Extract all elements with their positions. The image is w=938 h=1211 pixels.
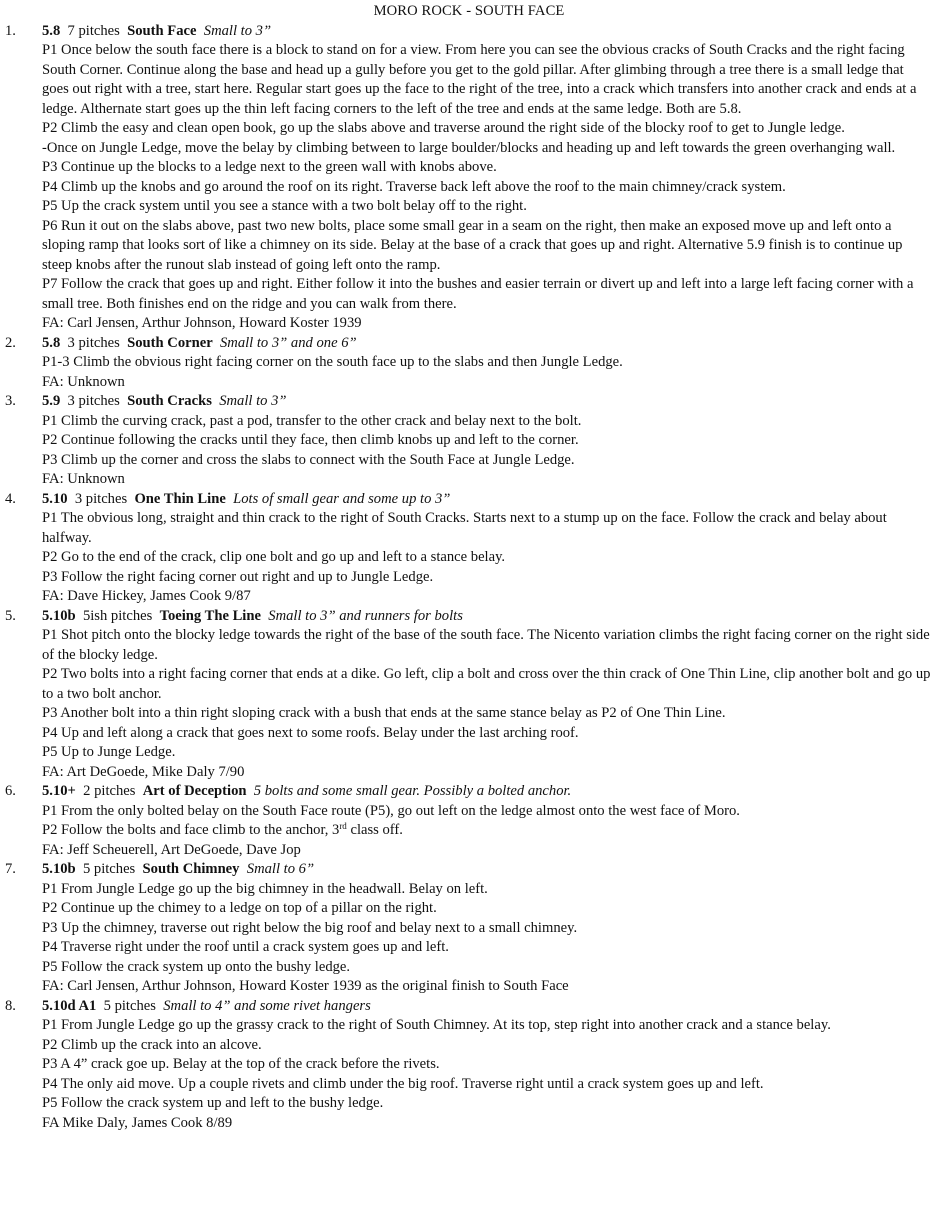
pitch-description: P3 A 4” crack goe up. Belay at the top of the crack before the rivets. [42,1056,440,1072]
ordinal-suffix: rd [339,821,347,831]
pitch-description: P3 Continue up the blocks to a ledge next to the green wall with knobs above. [42,159,497,175]
route-header [42,392,934,412]
route-header [42,607,934,627]
route-grade: 5.10b [42,607,76,624]
route-grade: 5.10b [42,861,76,877]
route-pitches: 2 pitches [83,783,136,799]
route-name: South Face [127,22,197,39]
pitch-description: P5 Up to Junge Ledge. [42,744,176,760]
route-gear: Small to 4” and some rivet hangers [163,997,371,1014]
pitch-description [42,821,934,841]
pitch-description: P2 Continue up the chimey to a ledge on top of a pillar on the right. [42,900,437,916]
route-gear: Lots of small gear and some up to 3” [233,490,451,507]
first-ascent: FA: Carl Jensen, Arthur Johnson, Howard Koster 1939 as the original finish to South Face [42,978,569,994]
route-grade: 5.10d A1 [42,997,97,1014]
pitch-description: P2 Go to the end of the crack, clip one bolt and go up and left to a stance belay. [42,549,506,565]
pitch-description: P5 Follow the crack system up onto the bushy ledge. [42,958,351,975]
first-ascent: FA: Jeff Scheuerell, Art DeGoede, Dave Jop [42,841,301,858]
route-name: South Cracks [127,393,212,409]
pitch-description: P3 Another bolt into a thin right sloping crack with a bush that ends at the same stance belay as P2 of One Thin Line. [42,705,726,721]
pitch-description: P7 Follow the crack that goes up and right. Either follow it into the bushes and easier terrain or divert up and left into a large left facing corner with a small tree. Both finishes end on the ridge and you can walk from there. [42,276,914,312]
route-entry-1 [0,22,938,334]
route-gear: 5 bolts and some small gear. Possibly a bolted anchor. [253,783,572,799]
pitch-description: P1-3 Climb the obvious right facing corner on the south face up to the slabs and then Jungle Ledge. [42,354,623,370]
route-gear: Small to 3” and runners for bolts [268,607,463,624]
pitch-description: P3 Up the chimney, traverse out right below the big roof and belay next to a small chimney. [42,919,578,936]
route-header [42,490,934,510]
route-pitches: 5ish pitches [82,607,153,624]
route-gear: Small to 3” [203,22,272,39]
route-gear: Small to 3” [219,393,287,409]
route-name: South Corner [127,334,213,351]
route-gear: Small to 6” [246,861,315,877]
route-header [42,782,934,802]
route-number: 6. [5,783,16,799]
route-number: 2. [5,334,16,351]
pitch-description: P1 From Jungle Ledge go up the grassy crack to the right of South Chimney. At its top, step right into another crack and a stance belay. [42,1017,831,1033]
route-entry-8 [0,997,938,1134]
pitch-description: P3 Follow the right facing corner out right and up to Jungle Ledge. [42,568,434,585]
pitch-description: P4 Traverse right under the roof until a crack system goes up and left. [42,939,449,955]
first-ascent: FA: Art DeGoede, Mike Daly 7/90 [42,763,245,780]
pitch-description: P6 Run it out on the slabs above, past two new bolts, place some small gear in a seam on the right, then make an exposed move up and left onto a sloping ramp that looks sort of like a chimney on its side. Belay at the base of a crack that goes up and right. Alternative 5.9 finish is to continue up steep knobs after the runout slab instead of going left onto the ramp. [42,217,903,273]
route-name: Art of Deception [142,783,247,799]
route-grade: 5.10+ [42,783,76,799]
route-header [42,860,934,880]
pitch-text: class off. [346,822,403,838]
route-name: South Chimney [142,861,240,877]
route-grade: 5.9 [42,393,61,409]
first-ascent: FA: Dave Hickey, James Cook 9/87 [42,588,251,604]
route-number: 5. [5,607,16,624]
pitch-description: P2 Two bolts into a right facing corner that ends at a dike. Go left, clip a bolt and cross over the thin crack of One Thin Line, clip another bolt and go up to a two bolt anchor. [42,666,931,702]
pitch-description: P1 Shot pitch onto the blocky ledge towards the right of the base of the south face. The Nicento variation climbs the right facing corner on the right side of the blocky ledge. [42,627,930,663]
first-ascent: FA Mike Daly, James Cook 8/89 [42,1114,233,1131]
first-ascent: FA: Unknown [42,373,125,390]
route-pitches: 5 pitches [82,861,136,877]
route-grade: 5.8 [42,22,61,39]
pitch-description: P4 Climb up the knobs and go around the roof on its right. Traverse back left above the roof to the main chimney/crack system. [42,178,786,195]
pitch-description: P4 The only aid move. Up a couple rivets and climb under the big roof. Traverse right until a crack system goes up and left. [42,1075,764,1092]
route-number: 1. [5,22,16,39]
route-pitches: 3 pitches [67,393,120,409]
route-header [42,997,934,1017]
route-number: 4. [5,490,16,507]
route-name: One Thin Line [134,490,226,507]
pitch-description: P2 Climb up the crack into an alcove. [42,1036,262,1053]
route-entry-3 [0,392,938,490]
pitch-description: P2 Climb the easy and clean open book, go up the slabs above and traverse around the right side of the blocky roof to get to Jungle ledge. [42,120,845,136]
route-entry-7 [0,860,938,997]
route-grade: 5.10 [42,490,68,507]
route-number: 3. [5,393,16,409]
route-pitches: 3 pitches [67,334,120,351]
route-header [42,334,934,354]
pitch-description: -Once on Jungle Ledge, move the belay by climbing between to large boulder/blocks and heading up and left towards the green overhanging wall. [42,139,896,156]
pitch-description: P5 Up the crack system until you see a stance with a two bolt belay off to the right. [42,198,527,214]
route-number: 8. [5,997,16,1014]
pitch-description: P1 From the only bolted belay on the South Face route (P5), go out left on the ledge almost onto the west face of Moro. [42,802,740,819]
route-number: 7. [5,861,16,877]
route-gear: Small to 3” and one 6” [219,334,357,351]
route-header [42,22,934,42]
route-entry-4 [0,490,938,607]
pitch-description: P3 Climb up the corner and cross the slabs to connect with the South Face at Jungle Ledge. [42,451,575,468]
route-pitches: 7 pitches [67,22,120,39]
route-grade: 5.8 [42,334,61,351]
pitch-description: P1 From Jungle Ledge go up the big chimney in the headwall. Belay on left. [42,880,488,897]
route-pitches: 5 pitches [103,997,156,1014]
first-ascent: FA: Carl Jensen, Arthur Johnson, Howard Koster 1939 [42,315,362,331]
pitch-text: P2 Follow the bolts and face climb to the anchor, 3 [42,822,340,838]
pitch-description: P1 Once below the south face there is a block to stand on for a view. From here you can see the obvious cracks of South Cracks and the right facing South Corner. Continue along the base and head up a gully before you get to the gold pillar. After glimbing through a tree there is a small ledge that goes out right with a tree, start here. Regular start goes up the face to the right of the tree, into a crack which transfers into another crack and ends at a ledge. Althernate start goes up the thin left facing corners to the left of the tree and ends at the same ledge. Both are 5.8. [42,42,917,117]
route-entry-5 [0,607,938,783]
pitch-description: P4 Up and left along a crack that goes next to some roofs. Belay under the last arching roof. [42,724,579,741]
pitch-description: P2 Continue following the cracks until they face, then climb knobs up and left to the corner. [42,432,579,448]
route-entry-2 [0,334,938,393]
page-title: MORO ROCK - SOUTH FACE [373,3,565,19]
pitch-description: P5 Follow the crack system up and left to the bushy ledge. [42,1095,384,1111]
route-pitches: 3 pitches [74,490,128,507]
route-entry-6 [0,782,938,860]
first-ascent: FA: Unknown [42,471,125,487]
pitch-description: P1 The obvious long, straight and thin crack to the right of South Cracks. Starts next to a stump up on the face. Follow the crack and belay about halfway. [42,510,887,546]
route-name: Toeing The Line [159,607,261,624]
pitch-description: P1 Climb the curving crack, past a pod, transfer to the other crack and belay next to the bolt. [42,412,582,429]
